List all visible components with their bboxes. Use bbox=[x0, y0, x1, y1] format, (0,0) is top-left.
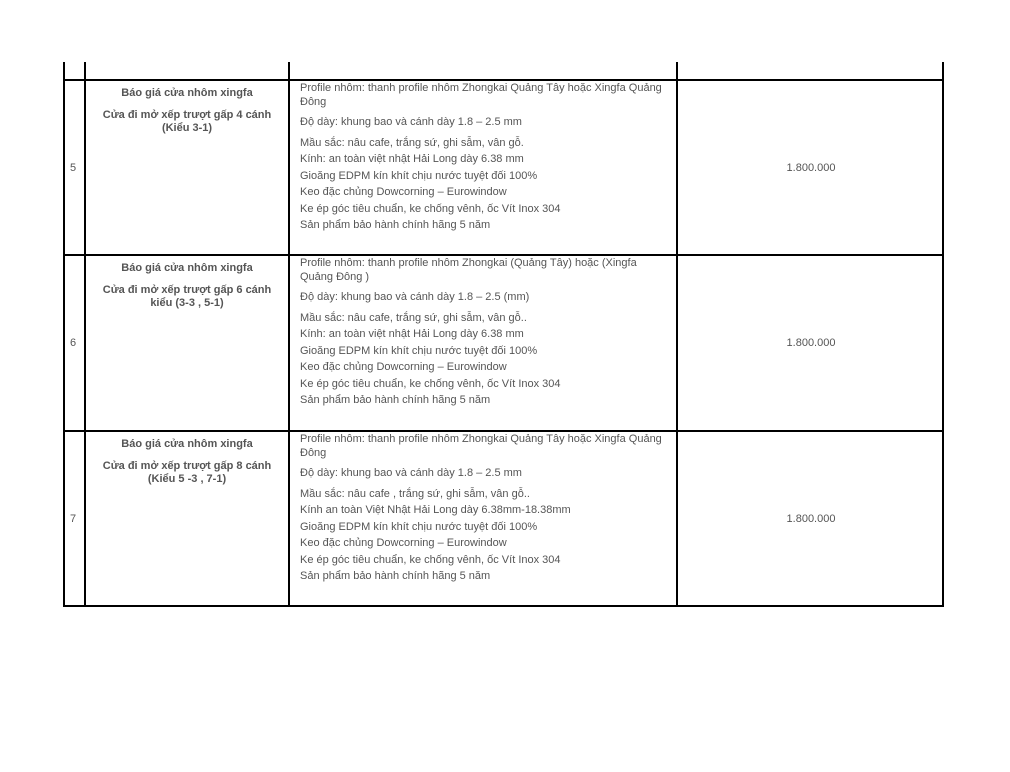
spec-line: Keo đặc chủng Dowcorning – Eurowindow bbox=[300, 186, 507, 198]
product-description: Cửa đi mở xếp trượt gấp 6 cánh kiểu (3-3 , 5-1) bbox=[102, 284, 272, 309]
spec-line: Độ dày: khung bao và cánh dày 1.8 – 2.5 mm bbox=[300, 467, 522, 479]
row-number: 6 bbox=[70, 337, 77, 349]
product-name-cell bbox=[85, 81, 289, 254]
price-cell: 1.800.000 bbox=[786, 337, 836, 349]
spec-cell bbox=[290, 256, 677, 430]
spec-line: Kính: an toàn việt nhật Hải Long dày 6.38 mm bbox=[300, 328, 524, 340]
price-cell: 1.800.000 bbox=[786, 161, 836, 174]
row-number: 7 bbox=[70, 512, 77, 525]
spec-line: Sản phẩm bảo hành chính hãng 5 năm bbox=[300, 219, 491, 231]
product-title: Báo giá cửa nhôm xingfa bbox=[121, 438, 253, 450]
table-row bbox=[63, 432, 944, 605]
spec-line: Ke ép góc tiêu chuẩn, ke chống vênh, ốc Vít Inox 304 bbox=[300, 377, 561, 390]
spec-line: Profile nhôm: thanh profile nhôm Zhongkai Quảng Tây hoặc Xingfa Quảng Đông bbox=[300, 82, 662, 108]
spec-line: Ke ép góc tiêu chuẩn, ke chống vênh, ốc Vít Inox 304 bbox=[300, 202, 561, 215]
table-row bbox=[63, 256, 944, 430]
spec-line: Độ dày: khung bao và cánh dày 1.8 – 2.5 (mm) bbox=[300, 291, 530, 303]
table-row bbox=[63, 81, 944, 254]
spec-line: Độ dày: khung bao và cánh dày 1.8 – 2.5 mm bbox=[300, 116, 522, 128]
spec-line: Kính: an toàn việt nhật Hải Long dày 6.38 mm bbox=[300, 153, 524, 165]
product-name-cell bbox=[85, 256, 289, 430]
spec-cell bbox=[290, 81, 677, 254]
spec-line: Mầu sắc: nâu cafe, trắng sứ, ghi sẫm, vân gỗ. bbox=[300, 136, 524, 149]
spec-line: Keo đặc chủng Dowcorning – Eurowindow bbox=[300, 361, 507, 373]
spec-cell bbox=[290, 432, 677, 605]
spec-line: Sản phẩm bảo hành chính hãng 5 năm bbox=[300, 570, 491, 582]
spec-line: Gioăng EDPM kín khít chịu nước tuyệt đối 100% bbox=[300, 344, 538, 357]
table-border-bottom bbox=[63, 605, 944, 607]
price-cell: 1.800.000 bbox=[786, 512, 836, 525]
spec-line: Gioăng EDPM kín khít chịu nước tuyệt đối 100% bbox=[300, 169, 538, 182]
spec-line: Mầu sắc: nâu cafe , trắng sứ, ghi sẫm, vân gỗ.. bbox=[300, 487, 530, 500]
spec-line: Kính an toàn Việt Nhật Hải Long dày 6.38mm-18.38mm bbox=[300, 504, 571, 516]
spec-line: Keo đặc chủng Dowcorning – Eurowindow bbox=[300, 537, 507, 549]
spec-line: Sản phẩm bảo hành chính hãng 5 năm bbox=[300, 394, 491, 406]
product-description: Cửa đi mở xếp trượt gấp 4 cánh (Kiểu 3-1) bbox=[102, 109, 272, 134]
product-title: Báo giá cửa nhôm xingfa bbox=[121, 262, 253, 274]
spec-line: Profile nhôm: thanh profile nhôm Zhongkai (Quảng Tây) hoặc (Xingfa Quảng Đông ) bbox=[300, 257, 637, 283]
product-description: Cửa đi mở xếp trượt gấp 8 cánh (Kiểu 5 -3 , 7-1) bbox=[102, 460, 272, 485]
spec-line: Ke ép góc tiêu chuẩn, ke chống vênh, ốc Vít Inox 304 bbox=[300, 553, 561, 566]
product-name-cell bbox=[85, 432, 289, 605]
spec-line: Mầu sắc: nâu cafe, trắng sứ, ghi sẫm, vân gỗ.. bbox=[300, 311, 527, 324]
spec-line: Profile nhôm: thanh profile nhôm Zhongkai Quảng Tây hoặc Xingfa Quảng Đông bbox=[300, 433, 662, 459]
row-number: 5 bbox=[70, 161, 77, 174]
spec-line: Gioăng EDPM kín khít chịu nước tuyệt đối 100% bbox=[300, 520, 538, 533]
product-title: Báo giá cửa nhôm xingfa bbox=[121, 87, 253, 99]
